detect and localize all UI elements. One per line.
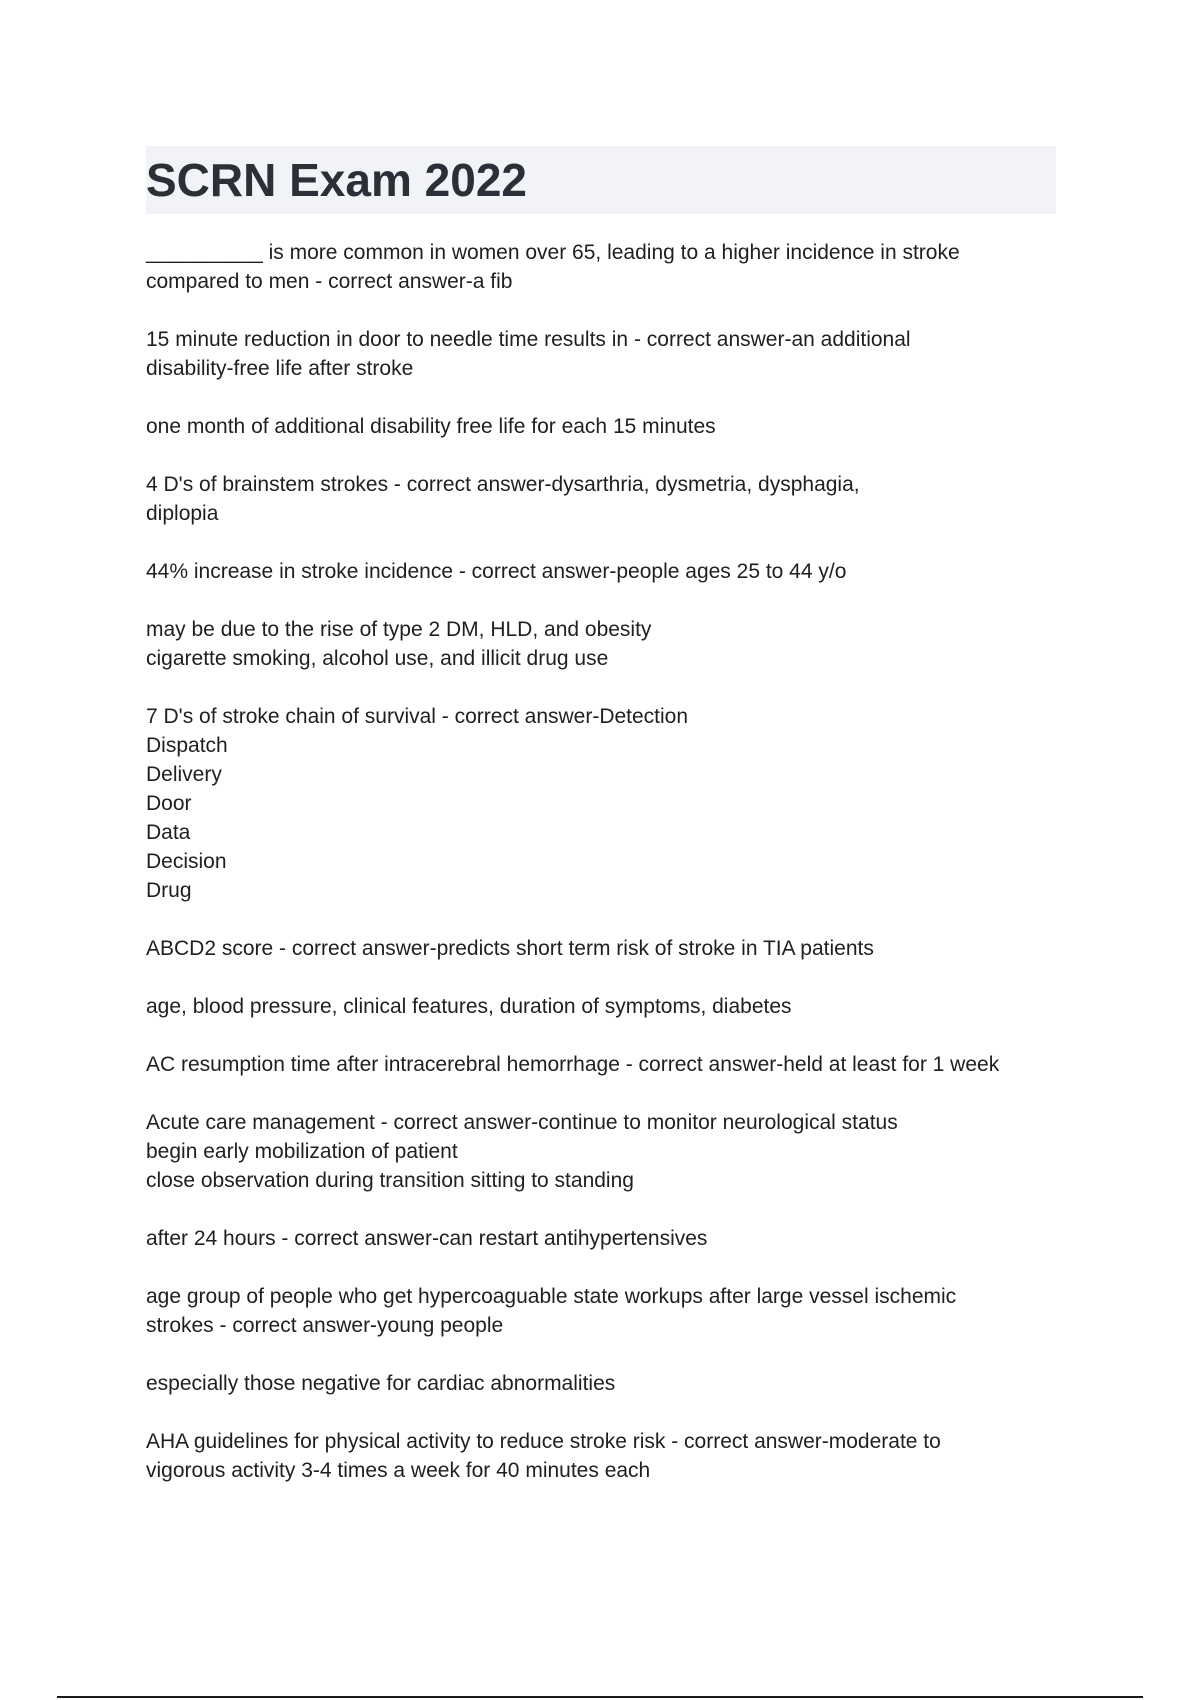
text-line: cigarette smoking, alcohol use, and illicit drug use <box>146 647 609 670</box>
text-line: ABCD2 score - correct answer-predicts short term risk of stroke in TIA patients <box>146 937 874 960</box>
qa-paragraph <box>146 1108 1066 1195</box>
text-line: Dispatch <box>146 734 228 757</box>
qa-paragraph <box>146 557 1066 586</box>
text-line: Decision <box>146 850 227 873</box>
text-line: especially those negative for cardiac abnormalities <box>146 1372 616 1395</box>
text-line: 15 minute reduction in door to needle time results in - correct answer-an additional <box>146 328 911 351</box>
text-line: 7 D's of stroke chain of survival - correct answer-Detection <box>146 705 689 728</box>
text-line: may be due to the rise of type 2 DM, HLD, and obesity <box>146 618 652 641</box>
qa-paragraph <box>146 1050 1066 1079</box>
text-line: after 24 hours - correct answer-can restart antihypertensives <box>146 1227 708 1250</box>
text-line: one month of additional disability free life for each 15 minutes <box>146 415 716 438</box>
qa-paragraph <box>146 1224 1066 1253</box>
text-line: age, blood pressure, clinical features, duration of symptoms, diabetes <box>146 995 792 1018</box>
qa-paragraph <box>146 1369 1066 1398</box>
text-line: compared to men - correct answer-a fib <box>146 270 513 293</box>
text-line: 44% increase in stroke incidence - correct answer-people ages 25 to 44 y/o <box>146 560 847 583</box>
text-line: __________ is more common in women over 65, leading to a higher incidence in stroke <box>146 241 960 264</box>
text-line: Acute care management - correct answer-continue to monitor neurological status <box>146 1111 898 1134</box>
qa-paragraph <box>146 1282 1066 1340</box>
text-line: Delivery <box>146 763 222 786</box>
qa-paragraph <box>146 325 1066 383</box>
footer-divider <box>57 1696 1143 1698</box>
text-line: Data <box>146 821 191 844</box>
text-line: diplopia <box>146 502 219 525</box>
text-line: Door <box>146 792 192 815</box>
text-line: disability-free life after stroke <box>146 357 414 380</box>
qa-paragraph <box>146 615 1066 673</box>
text-line: strokes - correct answer-young people <box>146 1314 504 1337</box>
qa-paragraph <box>146 992 1066 1021</box>
title-banner <box>146 146 1056 214</box>
text-line: vigorous activity 3-4 times a week for 40 minutes each <box>146 1459 651 1482</box>
text-line: begin early mobilization of patient <box>146 1140 458 1163</box>
qa-paragraph <box>146 470 1066 528</box>
text-line: Drug <box>146 879 192 902</box>
qa-paragraph <box>146 412 1066 441</box>
qa-paragraph <box>146 238 1066 296</box>
qa-paragraph <box>146 1427 1066 1485</box>
text-line: 4 D's of brainstem strokes - correct answer-dysarthria, dysmetria, dysphagia, <box>146 473 860 496</box>
qa-paragraph <box>146 934 1066 963</box>
qa-paragraph <box>146 702 1066 905</box>
text-line: age group of people who get hypercoaguable state workups after large vessel ischemic <box>146 1285 957 1308</box>
document-body <box>146 238 1066 1514</box>
text-line: AHA guidelines for physical activity to reduce stroke risk - correct answer-moderate to <box>146 1430 941 1453</box>
text-line: AC resumption time after intracerebral hemorrhage - correct answer-held at least for 1 week <box>146 1053 1000 1076</box>
page-title: SCRN Exam 2022 <box>146 154 527 206</box>
text-line: close observation during transition sitting to standing <box>146 1169 634 1192</box>
